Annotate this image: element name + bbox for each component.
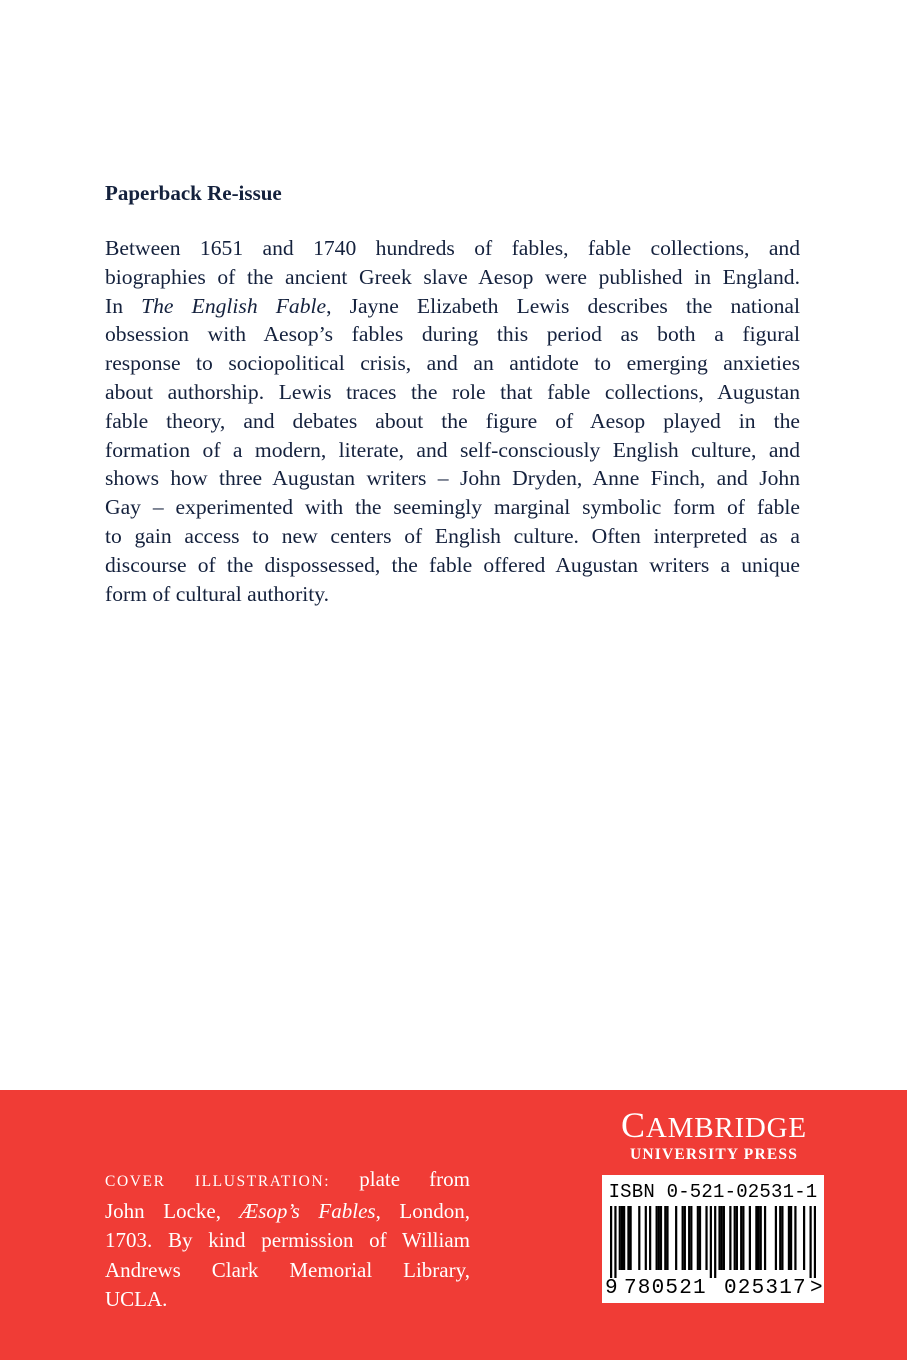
credit-line-3: 1703. By kind permission of William <box>105 1228 470 1252</box>
barcode-bar <box>749 1206 751 1270</box>
barcode-bar <box>779 1206 781 1270</box>
barcode-bar <box>775 1206 777 1270</box>
barcode-bar <box>684 1206 686 1270</box>
blurb-line: biographies of the ancient Greek slave Aesop were published in England. <box>105 264 800 289</box>
barcode-bar <box>660 1206 662 1270</box>
barcode-bar <box>734 1206 736 1270</box>
barcode-bar <box>675 1206 677 1270</box>
barcode-bar <box>788 1206 790 1270</box>
barcode-bar <box>621 1206 623 1270</box>
barcode-bar <box>682 1206 684 1270</box>
cover-illustration-credit <box>105 1165 470 1315</box>
barcode-lead-digit: 9 <box>605 1277 618 1300</box>
barcode-bar <box>623 1206 625 1270</box>
barcode-bar <box>690 1206 692 1270</box>
credit-line-4: Andrews Clark Memorial Library, <box>105 1257 470 1282</box>
blurb-line: to gain access to new centers of English culture. Often interpreted as a <box>105 523 800 548</box>
blurb-line: Gay – experimented with the seemingly marginal symbolic form of fable <box>105 495 800 520</box>
barcode-bar <box>714 1206 716 1278</box>
barcode-bar <box>740 1206 742 1270</box>
credit-line-5: UCLA. <box>105 1287 168 1311</box>
barcode-bar <box>649 1206 651 1270</box>
barcode-panel <box>602 1175 824 1303</box>
barcode-bar <box>705 1206 707 1270</box>
barcode-bar <box>638 1206 640 1270</box>
barcode-bar <box>614 1206 616 1278</box>
credit-line-1: COVER ILLUSTRATION: plate from <box>105 1167 470 1191</box>
credit-line-2: John Locke, Æsop’s Fables, London, <box>105 1198 470 1223</box>
blurb-line: fable theory, and debates about the figure of Aesop played in the <box>105 408 800 433</box>
blurb-line: discourse of the dispossessed, the fable offered Augustan writers a unique <box>105 552 800 577</box>
book-title: The English Fable <box>141 293 327 318</box>
barcode-bar <box>688 1206 690 1270</box>
barcode-bars <box>610 1206 816 1278</box>
barcode-bar <box>755 1206 757 1270</box>
barcode-bar <box>610 1206 612 1278</box>
credit-label: COVER ILLUSTRATION: <box>105 1173 331 1190</box>
barcode-bar <box>760 1206 762 1270</box>
barcode-bar <box>729 1206 731 1270</box>
publisher-logo <box>603 1105 825 1165</box>
barcode-bar <box>736 1206 738 1270</box>
barcode-bar <box>721 1206 723 1270</box>
barcode-bar <box>658 1206 660 1270</box>
isbn-number: ISBN 0-521-02531-1 <box>608 1181 818 1203</box>
barcode-bar <box>757 1206 759 1270</box>
barcode-bar <box>809 1206 811 1278</box>
blurb-line: Between 1651 and 1740 hundreds of fables, fable collections, and <box>105 236 800 260</box>
blurb-line: about authorship. Lewis traces the role that fable collections, Augustan <box>105 379 800 404</box>
barcode-right-group: 025317 <box>724 1277 807 1300</box>
barcode-bar <box>710 1206 712 1278</box>
barcode-left-group: 780521 <box>624 1277 707 1300</box>
section-heading: Paperback Re-issue <box>105 181 282 205</box>
barcode-quiet-mark: > <box>810 1277 823 1300</box>
barcode-bar <box>697 1206 699 1270</box>
barcode-bar <box>619 1206 621 1270</box>
blurb-line: shows how three Augustan writers – John Dryden, Anne Finch, and John <box>105 466 800 491</box>
barcode-bar <box>742 1206 744 1270</box>
credit-book-title: Æsop’s Fables <box>239 1198 376 1223</box>
barcode-bar <box>645 1206 647 1270</box>
barcode-bar <box>814 1206 816 1278</box>
barcode-bar <box>790 1206 792 1270</box>
barcode-bar <box>794 1206 796 1270</box>
blurb-line: obsession with Aesop’s fables during this period as both a figural <box>105 322 800 347</box>
barcode-bar <box>630 1206 632 1270</box>
barcode-bar <box>666 1206 668 1270</box>
barcode-bar <box>656 1206 658 1270</box>
blurb-line: In The English Fable, Jayne Elizabeth Lewis describes the national <box>105 293 801 318</box>
barcode-bar <box>699 1206 701 1270</box>
blurb-line: form of cultural authority. <box>105 581 330 606</box>
barcode-bar <box>664 1206 666 1270</box>
blurb-line: formation of a modern, literate, and self-consciously English culture, and <box>105 437 800 462</box>
blurb-line: response to sociopolitical crisis, and an antidote to emerging anxieties <box>105 351 800 376</box>
barcode-bar <box>718 1206 720 1270</box>
description-blurb <box>105 234 800 608</box>
publisher-subtitle: UNIVERSITY PRESS <box>629 1146 799 1163</box>
barcode-digits <box>602 1277 824 1301</box>
publisher-name: CAMBRIDGE <box>621 1105 807 1145</box>
barcode-bar <box>627 1206 629 1270</box>
barcode-bar <box>723 1206 725 1270</box>
barcode-bar <box>803 1206 805 1270</box>
barcode-bar <box>764 1206 766 1270</box>
barcode-bar <box>781 1206 783 1270</box>
